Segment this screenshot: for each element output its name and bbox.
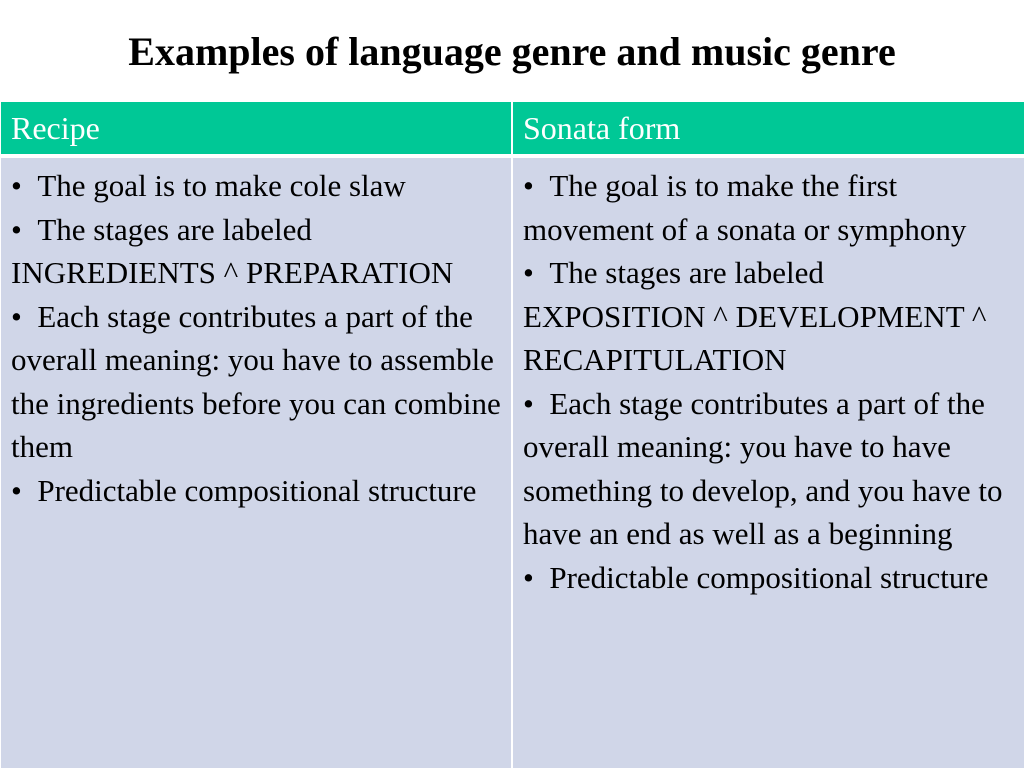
comparison-table [1, 102, 1024, 768]
recipe-cell [1, 156, 512, 768]
header-sonata-form: Sonata form [512, 102, 1024, 156]
sonata-bullet-meaning: • Each stage contributes a part of the overall meaning: you have to have something to develop, and you have to have an end as well as a beginning [523, 382, 1014, 556]
recipe-bullet-list [11, 164, 501, 512]
recipe-bullet-meaning: • Each stage contributes a part of the overall meaning: you have to assemble the ingredients before you can combine them [11, 295, 501, 469]
recipe-bullet-stages: • The stages are labeled INGREDIENTS ^ PREPARATION [11, 208, 501, 295]
recipe-bullet-structure: • Predictable compositional structure [11, 469, 501, 513]
sonata-bullet-goal: • The goal is to make the first movement of a sonata or symphony [523, 164, 1014, 251]
table-header-row [1, 102, 1024, 156]
sonata-cell [512, 156, 1024, 768]
recipe-bullet-goal: • The goal is to make cole slaw [11, 164, 501, 208]
slide-title: Examples of language genre and music genre [128, 29, 896, 74]
header-recipe: Recipe [1, 102, 512, 156]
sonata-bullet-structure: • Predictable compositional structure [523, 556, 1014, 600]
table-body-row [1, 156, 1024, 768]
sonata-bullet-stages: • The stages are labeled EXPOSITION ^ DEVELOPMENT ^ RECAPITULATION [523, 251, 1014, 382]
sonata-bullet-list [523, 164, 1014, 599]
